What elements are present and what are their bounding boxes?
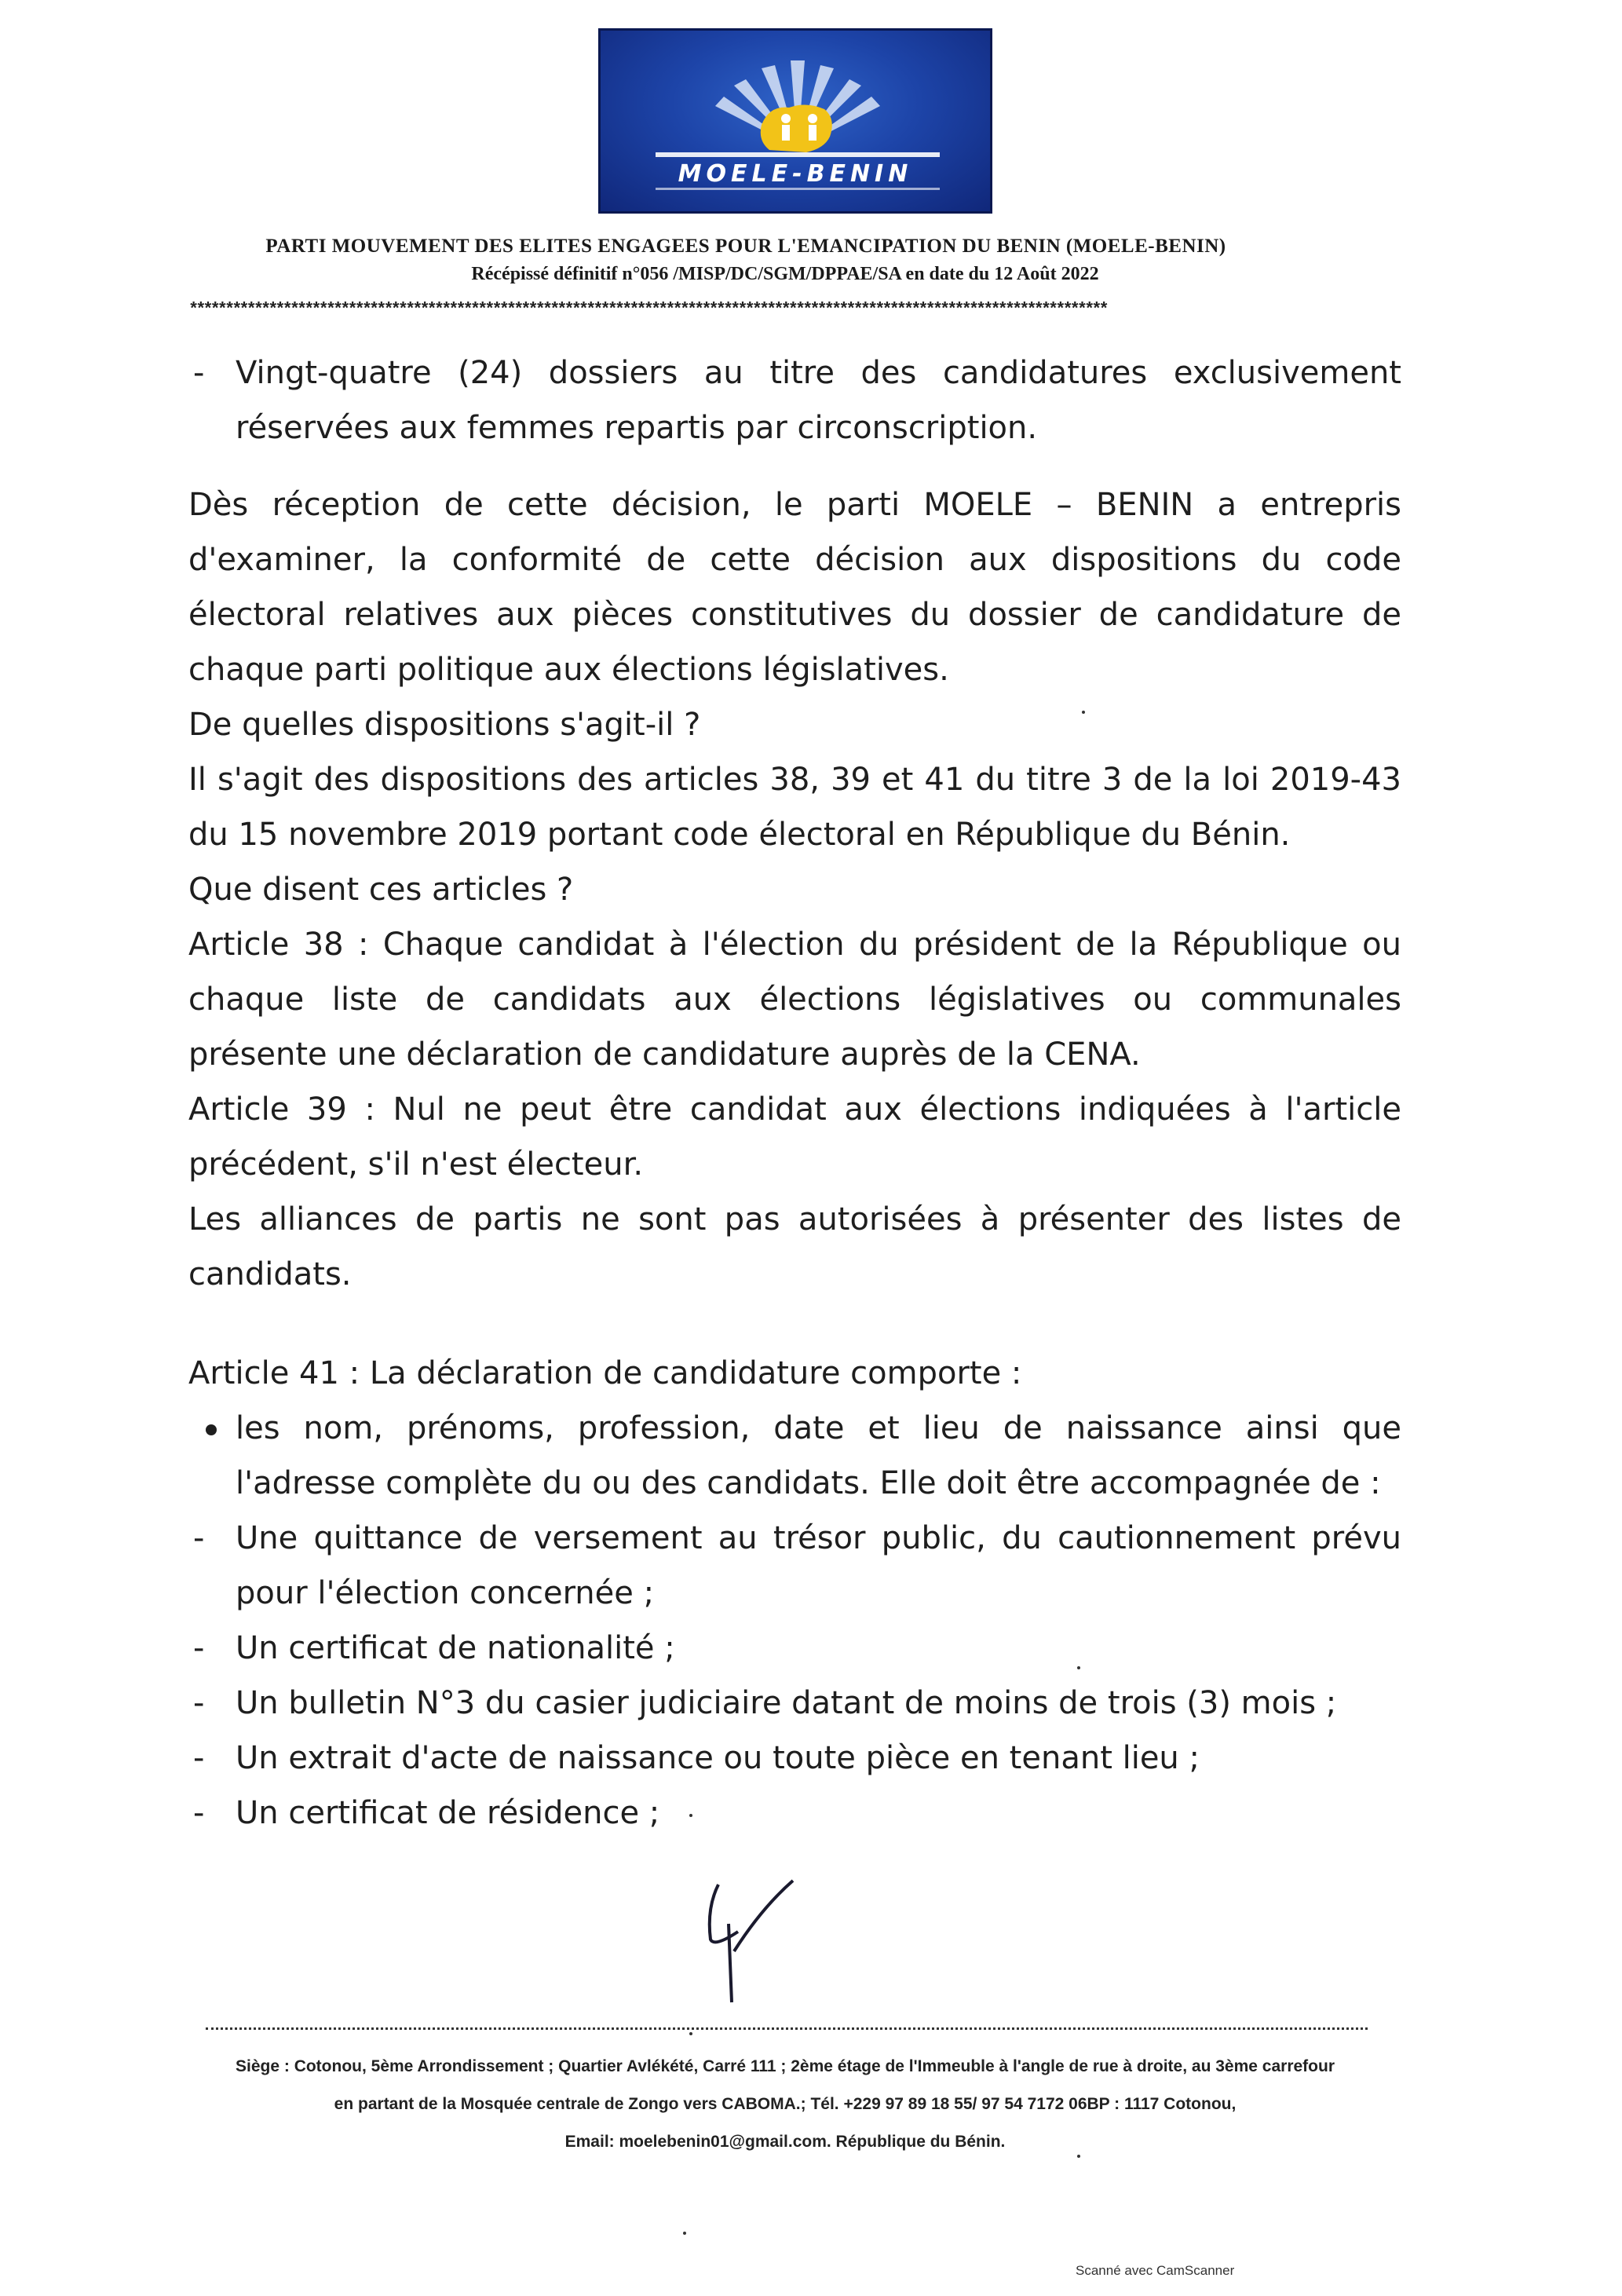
article-39: Article 39 : Nul ne peut être candidat aux élections indiquées à l'article précédent, s'il n'est électeur. [188,1091,1401,1183]
article-41: Article 41 : La déclaration de candidature comporte : [188,1355,1022,1391]
list-item: - Un bulletin N°3 du casier judiciaire datant de moins de trois (3) mois ; [188,1676,1401,1731]
list-item: - Un certificat de nationalité ; [188,1621,1401,1676]
party-name: PARTI MOUVEMENT DES ELITES ENGAGEES POUR L'EMANCIPATION DU BENIN (MOELE-BENIN) [265,236,1226,257]
logo-text: MOELE-BENIN [678,160,913,188]
header-separator: ******************************************************************************************************************************* [188,300,1106,319]
paragraph: Dès réception de cette décision, le parti MOELE – BENIN a entrepris d'examiner, la conformité de cette décision aux dispositions du code électoral relatives aux pièces constitutives du dossier de candidature de chaque parti politique aux élections législatives. [188,487,1401,688]
receipt-line: Récépissé définitif n°056 /MISP/DC/SGM/DPPAE/SA en date du 12 Août 2022 [471,264,1099,284]
footer-address: Siège : Cotonou, 5ème Arrondissement ; Quartier Avlékété, Carré 111 ; 2ème étage de l'Immeuble à l'angle de rue à droite, au 3ème carrefour [236,2057,1335,2075]
bullet-item: les nom, prénoms, profession, date et lieu de naissance ainsi que l'adresse complète du ou des candidats. Elle doit être accompagnée de : [188,1401,1401,1511]
list-item: - Une quittance de versement au trésor public, du cautionnement prévu pour l'élection concernée ; [188,1511,1401,1621]
footer-separator [206,2027,1368,2038]
document-body [188,345,1401,1841]
party-logo [598,28,992,214]
paragraph: Il s'agit des dispositions des articles 38, 39 et 41 du titre 3 de la loi 2019-43 du 15 novembre 2019 portant code électoral en République du Bénin. [188,762,1401,853]
list-item: - Un extrait d'acte de naissance ou toute pièce en tenant lieu ; [188,1731,1401,1786]
footer-contact: en partant de la Mosquée centrale de Zongo vers CABOMA.; Tél. +229 97 89 18 55/ 97 54 7172 06BP : 1117 Cotonou, [334,2095,1237,2113]
paragraph: De quelles dispositions s'agit-il ? [188,707,701,743]
list-item: - Vingt-quatre (24) dossiers au titre des candidatures exclusivement réservées aux femmes repartis par circonscription. [188,345,1401,455]
article-38: Article 38 : Chaque candidat à l'élection du président de la République ou chaque liste de candidats aux élections législatives ou communales présente une déclaration de candidature auprès de la CENA. [188,927,1401,1073]
paragraph: Les alliances de partis ne sont pas autorisées à présenter des listes de candidats. [188,1201,1401,1292]
signature-icon [691,1877,801,2010]
footer-email: Email: moelebenin01@gmail.com. République du Bénin. [564,2133,1006,2151]
paragraph: Que disent ces articles ? [188,872,574,908]
scanner-watermark: Scanné avec CamScanner [1076,2263,1235,2278]
list-item: - Un certificat de résidence ; [188,1786,1401,1841]
